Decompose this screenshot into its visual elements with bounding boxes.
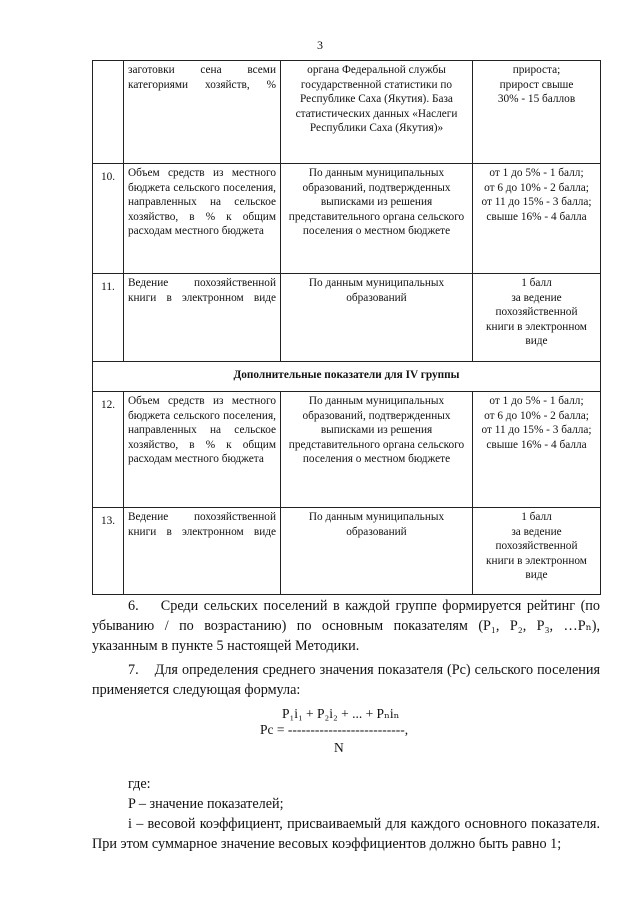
page-number: 3: [317, 38, 323, 52]
score-line: свыше 16% - 4 балла: [486, 438, 587, 451]
score-line: от 1 до 5% - 1 балл;: [489, 167, 584, 179]
paragraph-6: 6. Среди сельских поселений в каждой группе формируется рейтинг (по убыванию / по возрастанию) по основным показателям (P₁, P₂, P₃, …Pₙ), указанным в пункте 5 настоящей Методики.: [92, 598, 600, 654]
methodology-text: [92, 596, 600, 854]
score-cell: [473, 274, 601, 362]
score-line: за ведение: [511, 525, 562, 538]
table-row: [93, 164, 601, 274]
score-line: книги в электронном: [486, 320, 587, 333]
indicator-cell: Объем средств из местного бюджета сельского поселения, направленных на сельское хозяйство, в % к общим расходам местного бюджета: [124, 164, 281, 274]
indicator-cell: заготовки сена всеми категориями хозяйств, %: [124, 61, 281, 164]
score-cell: [473, 392, 601, 508]
indicator-cell: Ведение похозяйственной книги в электронном виде: [124, 274, 281, 362]
definition-i: i – весовой коэффициент, присваиваемый для каждого основного показателя. При этом суммарное значение весовых коэффициентов должно быть равно 1;: [92, 816, 600, 852]
formula-denominator: N: [334, 740, 344, 755]
score-line: похозяйственной: [495, 540, 578, 552]
paragraph-7: 7. Для определения среднего значения показателя (Pс) сельского поселения применяется следующая формула:: [92, 662, 600, 698]
score-line: прироста;: [512, 64, 561, 76]
score-line: свыше 16% - 4 балла: [486, 210, 587, 223]
source-cell: По данным муниципальных образований: [281, 508, 473, 595]
where-label: где:: [128, 776, 151, 792]
source-cell: По данным муниципальных образований: [281, 274, 473, 362]
score-line: от 1 до 5% - 1 балл;: [489, 395, 584, 407]
table-row: [93, 61, 601, 164]
row-number: 11.: [93, 274, 124, 362]
row-number: 13.: [93, 508, 124, 595]
score-cell: [473, 61, 601, 164]
formula-fraction-line: Pс = --------------------------,: [260, 722, 409, 737]
score-line: прирост свыше: [499, 78, 574, 91]
average-formula: [92, 706, 600, 768]
score-line: виде: [525, 335, 548, 347]
score-line: от 11 до 15% - 3 балла;: [481, 424, 592, 436]
score-line: от 6 до 10% - 2 балла;: [484, 181, 589, 194]
section-row: [93, 362, 601, 392]
score-line: от 11 до 15% - 3 балла;: [481, 196, 592, 208]
section-title: Дополнительные показатели для IV группы: [93, 362, 601, 392]
source-cell: органа Федеральной службы государственной статистики по Республике Саха (Якутия). База статистических данных «Наслеги Республики Саха (Якутия)»: [281, 61, 473, 164]
score-line: книги в электронном: [486, 554, 587, 567]
score-line: виде: [525, 569, 548, 581]
indicator-cell: Ведение похозяйственной книги в электронном виде: [124, 508, 281, 595]
table-row: [93, 274, 601, 362]
score-line: 1 балл: [521, 511, 552, 523]
row-number: [93, 61, 124, 164]
criteria-table: [92, 60, 601, 595]
indicator-cell: Объем средств из местного бюджета сельского поселения, направленных на сельское хозяйство, в % к общим расходам местного бюджета: [124, 392, 281, 508]
score-line: за ведение: [511, 291, 562, 304]
table-row: [93, 392, 601, 508]
score-line: похозяйственной: [495, 306, 578, 318]
score-line: от 6 до 10% - 2 балла;: [484, 409, 589, 422]
row-number: 12.: [93, 392, 124, 508]
definition-p: P – значение показателей;: [128, 796, 284, 812]
score-line: 30% - 15 баллов: [497, 93, 576, 105]
row-number: 10.: [93, 164, 124, 274]
score-cell: [473, 508, 601, 595]
score-cell: [473, 164, 601, 274]
score-line: 1 балл: [521, 277, 552, 289]
table-row: [93, 508, 601, 595]
source-cell: По данным муниципальных образований, подтвержденных выписками из решения представительного органа сельского поселения о местном бюджете: [281, 392, 473, 508]
formula-numerator: P₁i₁ + P₂i₂ + ... + Pₙiₙ: [282, 706, 400, 721]
source-cell: По данным муниципальных образований, подтвержденных выписками из решения представительного органа сельского поселения о местном бюджете: [281, 164, 473, 274]
